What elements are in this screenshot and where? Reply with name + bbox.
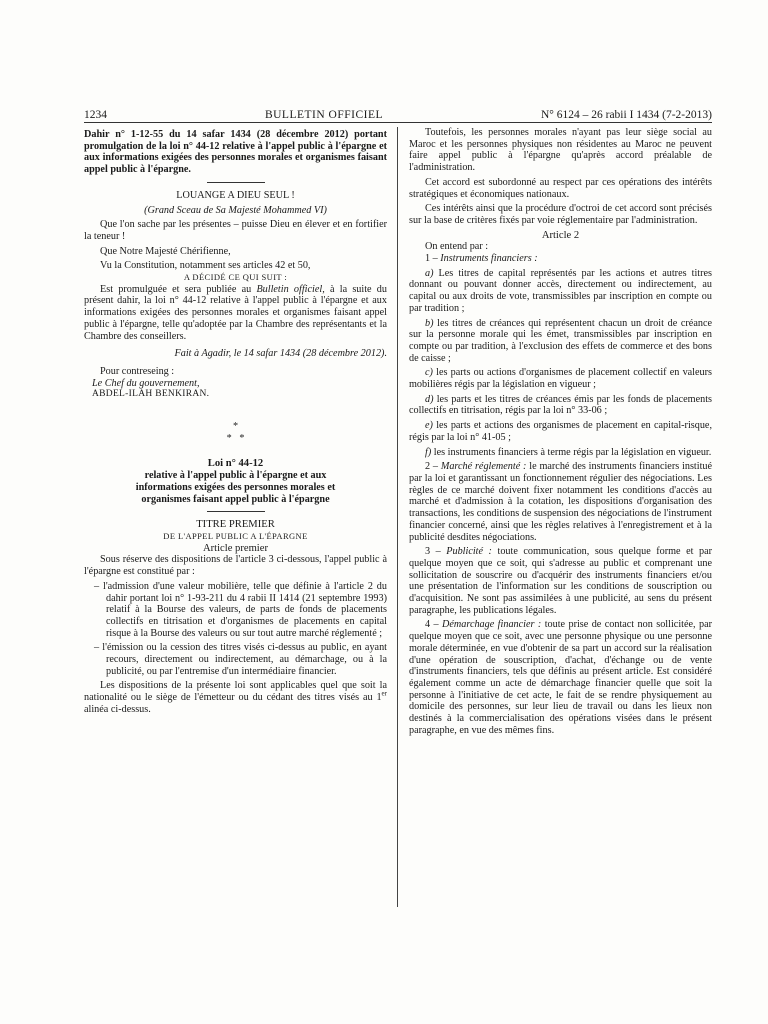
article-intro: Sous réserve des dispositions de l'article 3 ci-dessous, l'appel public à l'épargne est constitué par : bbox=[84, 554, 387, 578]
list-item: – l'émission ou la cession des titres visés ci-dessus au public, en ayant recours, directement ou indirectement, au démarchage, ou à la publicité, ou par l'entremise d'un intermédiaire financier. bbox=[94, 642, 387, 677]
definition-item: c) les parts ou actions d'organismes de placement collectif en valeurs mobilières régis par la législation en vigueur ; bbox=[409, 367, 712, 391]
issue-info: N° 6124 – 26 rabii I 1434 (7-2-2013) bbox=[540, 109, 712, 121]
page-number: 1234 bbox=[84, 109, 107, 121]
paragraph: Toutefois, les personnes morales n'ayant pas leur siège social au Maroc et les personnes physiques non résidentes au Maroc ne peuvent faire appel public à l'épargne qu'après accord préalable de l'administration. bbox=[409, 127, 712, 174]
separator-rule bbox=[207, 182, 265, 183]
definition-item: e) les parts et actions des organismes de placement en capital-risque, régis par la loi n° 41-05 ; bbox=[409, 420, 712, 443]
loi-subtitle: relative à l'appel public à l'épargne et aux informations exigées des personnes morales et organismes faisant appel public à l'épargne bbox=[135, 470, 336, 505]
definition-item: b) les titres de créances qui représentent chacun un droit de créance sur la personne morale qui les émet, transmissibles par inscription en compte ou par tradition, à l'exclusion des effets de commerce et des bons de caisse ; bbox=[409, 317, 712, 364]
chef-title: Le Chef du gouvernement, bbox=[92, 377, 200, 389]
promulgation-paragraph: Est promulguée et sera publiée au Bulletin officiel, à la suite du présent dahir, la loi n° 44-12 relative à l'appel public à l'épargne et aux informations exigées des personnes morales et organismes faisant appel public à l'épargne, telle qu'adoptée par la Chambre des représentants et la Chambre des conseillers. bbox=[84, 283, 387, 342]
right-column bbox=[409, 127, 712, 736]
fait-date: Fait à Agadir, le 14 safar 1434 (28 décembre 2012). bbox=[174, 348, 387, 360]
definition-item: d) les parts et les titres de créances émis par les fonds de placements collectifs en titrisation, régis par la loi n° 33-06 ; bbox=[409, 393, 712, 417]
paragraph: Cet accord est subordonné au respect par ces opérations des intérêts stratégiques et économiques nationaux. bbox=[409, 176, 712, 200]
paragraph: Ces intérêts ainsi que la procédure d'octroi de cet accord sont précisés sur la base de critères fixés par voie réglementaire par l'administration. bbox=[409, 203, 712, 226]
publication-title: BULLETIN OFFICIEL bbox=[264, 109, 384, 121]
definition-section: 2 – Marché réglementé : le marché des instruments financiers institué par la loi et garantissant un fonctionnement régulier des négociations. Les règles de ce marché doivent fixer notamment les conditions d'accès au marché et d'admission à la cotation, les dispositions d'organisation des transactions, les conditions de suspension des négociations de l'instrument financier concerné, ainsi que les règles relatives à l'enregistrement et à la publicité desdites négociations. bbox=[409, 461, 713, 543]
loi-title: Loi n° 44-12 bbox=[207, 458, 264, 470]
paragraph: Vu la Constitution, notamment ses articles 42 et 50, bbox=[100, 260, 311, 272]
stars-top: * bbox=[232, 421, 239, 433]
seal-caption: (Grand Sceau de Sa Majesté Mohammed VI) bbox=[144, 204, 327, 216]
document-page bbox=[84, 109, 712, 736]
paragraph: Que Notre Majesté Chérifienne, bbox=[100, 245, 231, 257]
definition-section: 3 – Publicité : toute communication, sous quelque forme et par quelque moyen que ce soit, qui s'adresse au public et comprenant une sollicitation de souscrire ou d'acquérir des instruments financiers et/ou une présentation de l'information sur les conditions de souscription ou d'acquisition. Ne sont pas assimilées à une publicité, au sens du présent paragraphe, les publications légales. bbox=[409, 546, 713, 616]
definition-item: a) Les titres de capital représentés par les actions et autres titres donnant ou pouvant donner accès, directement ou indirectement, au capital ou aux droits de vote, transmissibles par inscription en compte ou par tradition ; bbox=[409, 267, 712, 314]
list-item: – l'admission d'une valeur mobilière, telle que définie à l'article 2 du dahir portant loi n° 1-93-211 du 4 rabii II 1414 (21 septembre 1993) relatif à la Bourse des valeurs, de parts de fonds de placements collectifs en titrisation et d'organismes de placements en capital risque à la Bourse des valeurs ou sur tout autre marché réglementé ; bbox=[94, 580, 387, 639]
section-heading: 1 – Instruments financiers : bbox=[425, 253, 538, 265]
separator-rule bbox=[207, 511, 265, 512]
dahir-title: Dahir n° 1-12-55 du 14 safar 1434 (28 décembre 2012) portant promulgation de la loi n° 44-12 relative à l'appel public à l'épargne et aux informations exigées des personnes morales et organismes faisant appel public à l'épargne. bbox=[84, 129, 387, 176]
article-heading: Article premier bbox=[202, 542, 268, 554]
paragraph: Que l'on sache par les présentes – puisse Dieu en élever et en fortifier la teneur ! bbox=[84, 219, 387, 242]
left-column bbox=[84, 127, 387, 736]
definition-section: 4 – Démarchage financier : toute prise de contact non sollicitée, par quelque moyen que ce soit, avec une personne physique ou une personne morale déterminée, en vue d'obtenir de sa part un accord sur la réalisation d'une opération de souscription, d'achat, d'échange ou de vente d'instruments financiers, tels que définis au présent article. Est considéré également comme un acte de démarchage financier quelle que soit la personne à l'initiative de cet acte, le fait de se rendre physiquement au domicile des personnes, sur leur lieu de travail ou dans les lieux non destinés à la commercialisation des opérations visées dans le présent paragraphe, en vue des mêmes fins. bbox=[409, 619, 712, 736]
paragraph: On entend par : bbox=[425, 241, 489, 253]
column-divider bbox=[397, 127, 398, 907]
titre-heading: TITRE PREMIER bbox=[196, 519, 275, 531]
page-header bbox=[84, 109, 712, 123]
two-column-body bbox=[84, 127, 712, 736]
article-heading: Article 2 bbox=[541, 229, 580, 241]
decision-heading: A DÉCIDÉ CE QUI SUIT : bbox=[183, 272, 288, 283]
titre-subheading: DE L'APPEL PUBLIC A L'ÉPARGNE bbox=[163, 530, 308, 541]
contreseing-label: Pour contreseing : bbox=[100, 365, 175, 377]
stars-bottom: * * bbox=[226, 432, 245, 444]
signatory: ABDEL-ILAH BENKIRAN. bbox=[92, 389, 210, 400]
definition-item: f) les instruments financiers à terme régis par la législation en vigueur. bbox=[425, 446, 712, 458]
closing-paragraph: Les dispositions de la présente loi sont applicables quel que soit la nationalité ou le siège de l'émetteur ou du cédant des titres visés au 1er alinéa ci-dessus. bbox=[84, 680, 387, 715]
louange: LOUANGE A DIEU SEUL ! bbox=[176, 189, 295, 201]
